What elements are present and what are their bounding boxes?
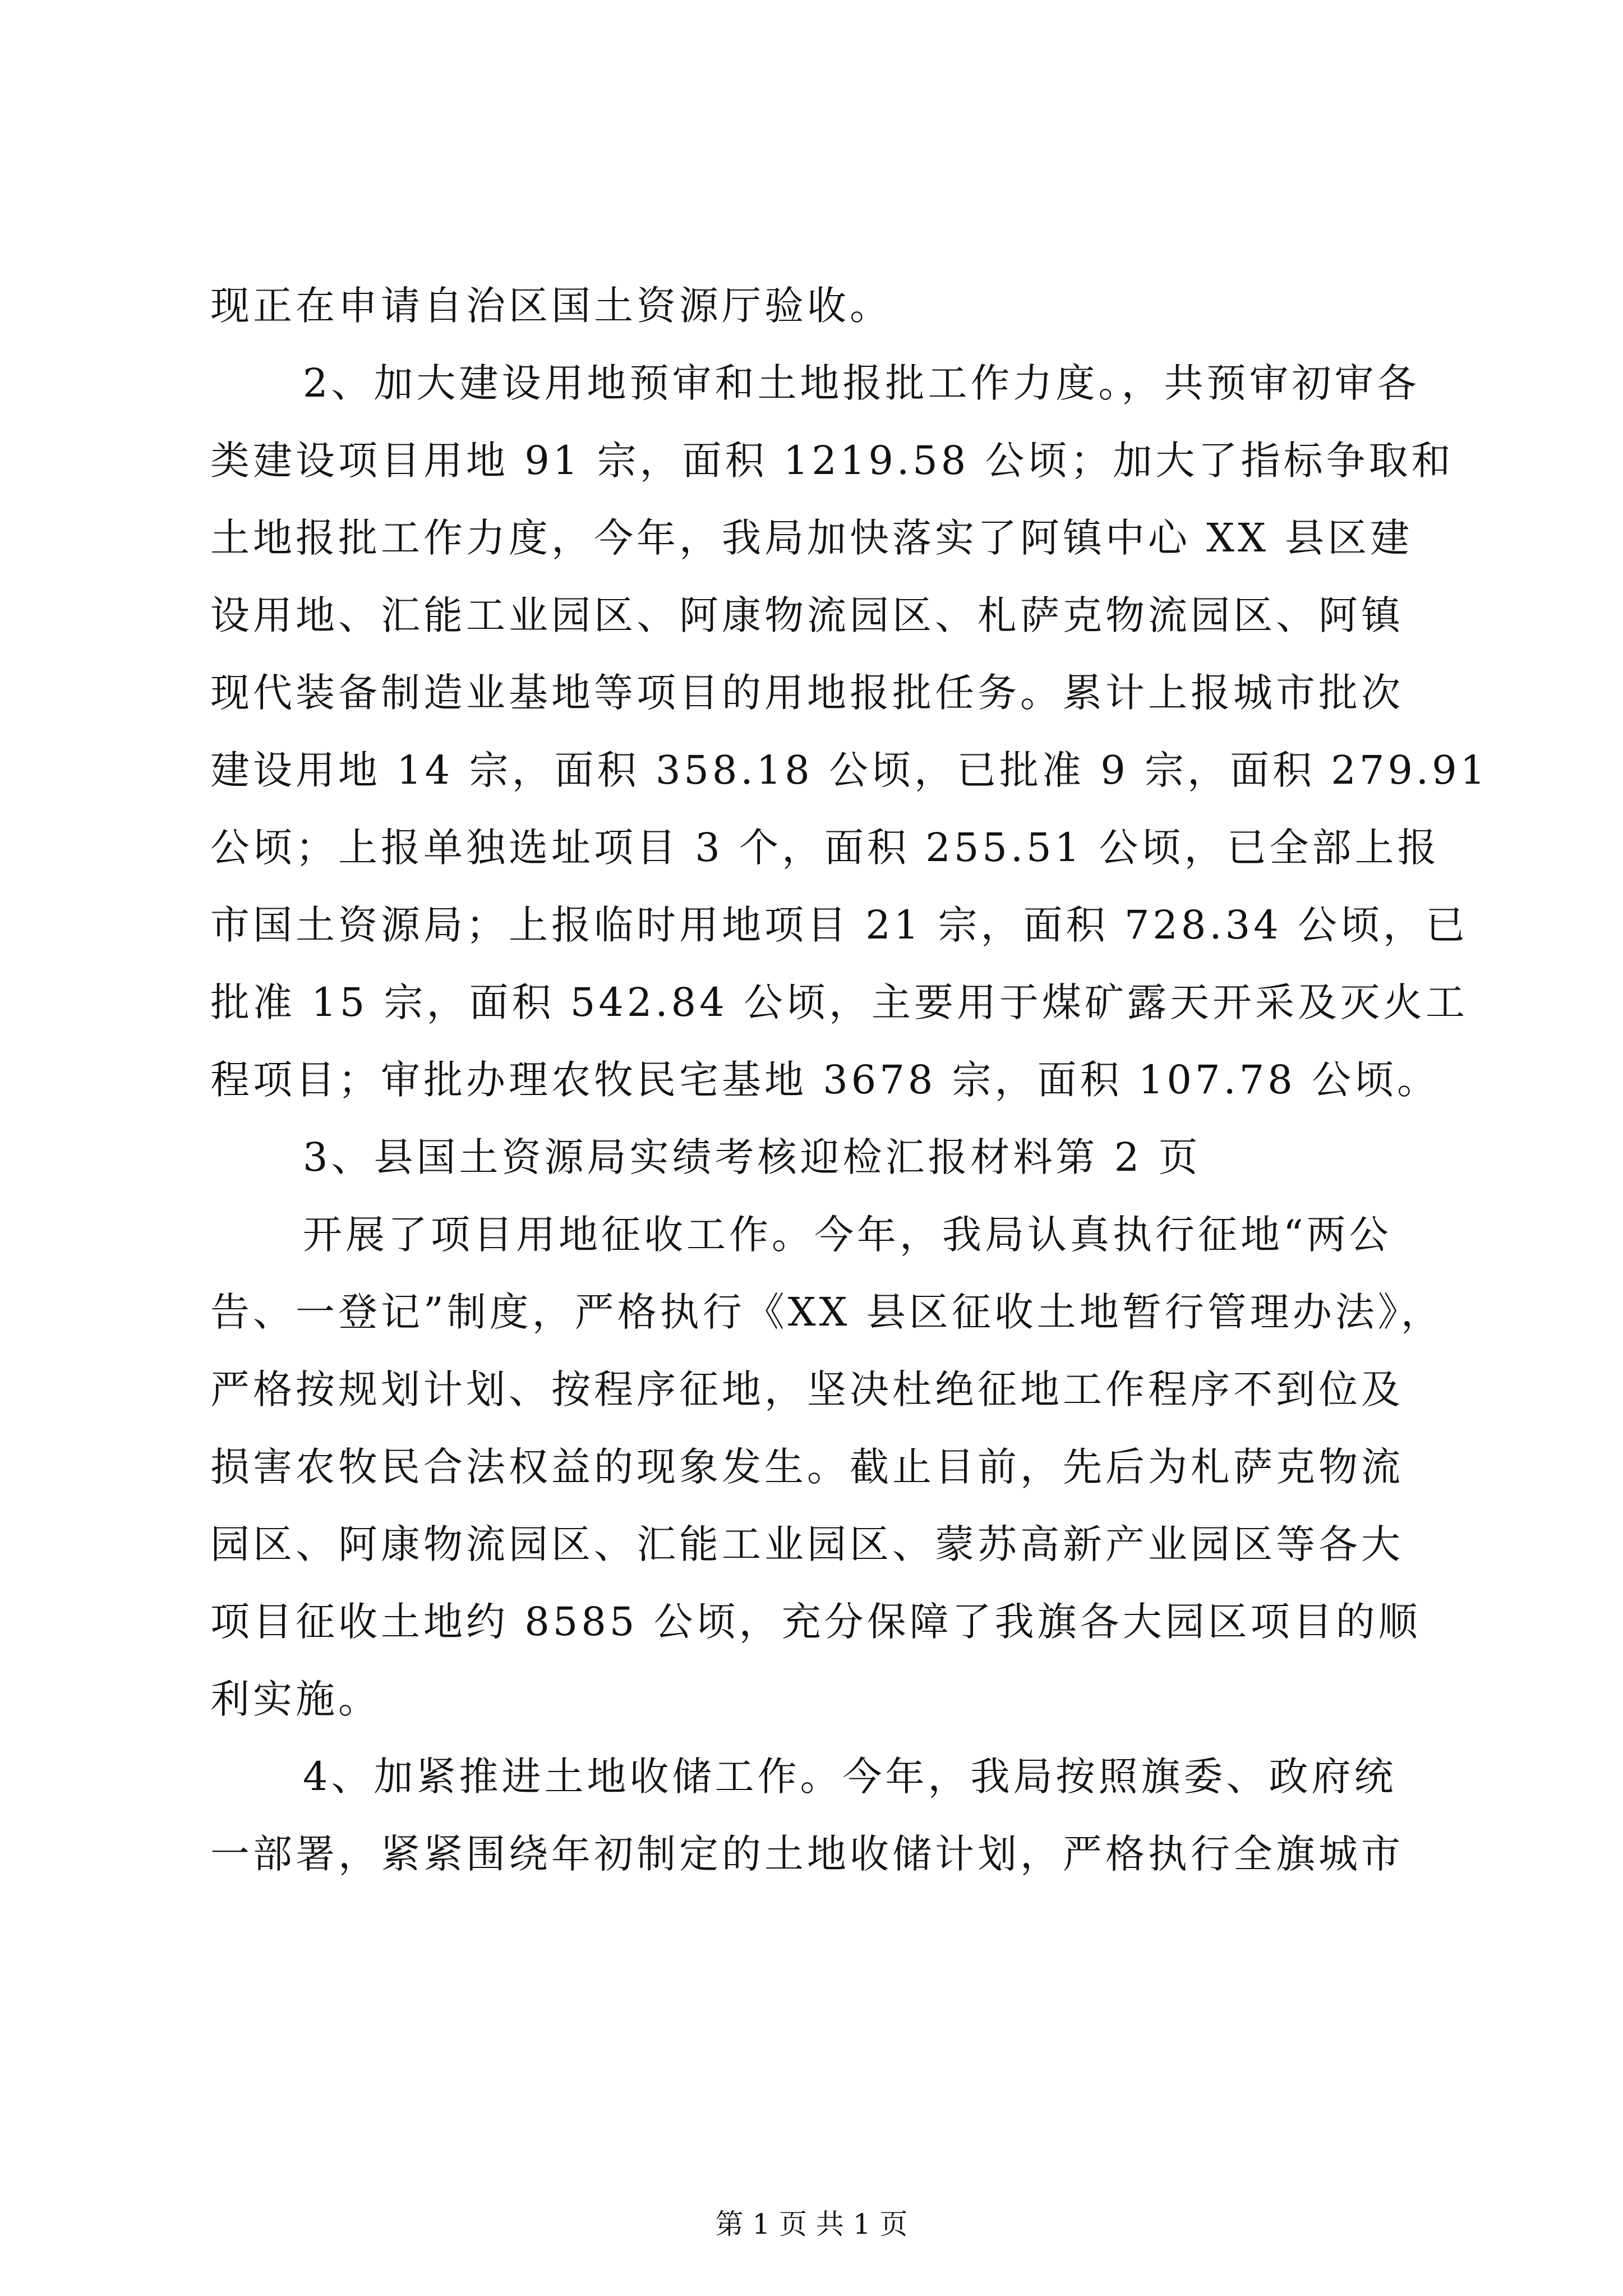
page-footer: 第 1 页 共 1 页 — [715, 2208, 908, 2240]
text-line: 程项目；审批办理农牧民宅基地 3678 宗，面积 107.78 公顷。 — [210, 1057, 1440, 1103]
text-line: 批准 15 宗，面积 542.84 公顷，主要用于煤矿露天开采及灭火工 — [210, 979, 1469, 1025]
text-line: 严格按规划计划、按程序征地，坚决杜绝征地工作程序不到位及 — [210, 1366, 1404, 1412]
text-line: 告、一登记”制度，严格执行《XX 县区征收土地暂行管理办法》， — [210, 1289, 1444, 1335]
text-line: 利实施。 — [210, 1676, 381, 1722]
text-line: 建设用地 14 宗，面积 358.18 公顷，已批准 9 宗，面积 279.91 — [210, 747, 1489, 793]
text-line: 一部署，紧紧围绕年初制定的土地收储计划，严格执行全旗城市 — [210, 1831, 1404, 1877]
text-line: 市国土资源局；上报临时用地项目 21 宗，面积 728.34 公顷，已 — [210, 902, 1469, 948]
text-line: 现正在申请自治区国土资源厅验收。 — [210, 283, 892, 329]
section-3-heading: 3、县国土资源局实绩考核迎检汇报材料第 2 页 — [303, 1134, 1201, 1180]
paragraph-3-start: 开展了项目用地征收工作。今年，我局认真执行征地“两公 — [303, 1212, 1392, 1258]
text-line: 土地报批工作力度，今年，我局加快落实了阿镇中心 XX 县区建 — [210, 515, 1413, 561]
paragraph-4-start: 4、加紧推进土地收储工作。今年，我局按照旗委、政府统 — [303, 1754, 1397, 1800]
text-line: 园区、阿康物流园区、汇能工业园区、蒙苏高新产业园区等各大 — [210, 1521, 1404, 1567]
text-line: 现代装备制造业基地等项目的用地报批任务。累计上报城市批次 — [210, 670, 1404, 716]
paragraph-2-start: 2、加大建设用地预审和土地报批工作力度。，共预审初审各 — [303, 360, 1420, 406]
text-line: 类建设项目用地 91 宗，面积 1219.58 公顷；加大了指标争取和 — [210, 438, 1454, 484]
text-line: 损害农牧民合法权益的现象发生。截止目前，先后为札萨克物流 — [210, 1444, 1404, 1490]
text-line: 设用地、汇能工业园区、阿康物流园区、札萨克物流园区、阿镇 — [210, 592, 1404, 638]
text-line: 项目征收土地约 8585 公顷，充分保障了我旗各大园区项目的顺 — [210, 1599, 1421, 1645]
text-line: 公顷；上报单独选址项目 3 个，面积 255.51 公顷，已全部上报 — [210, 825, 1440, 871]
